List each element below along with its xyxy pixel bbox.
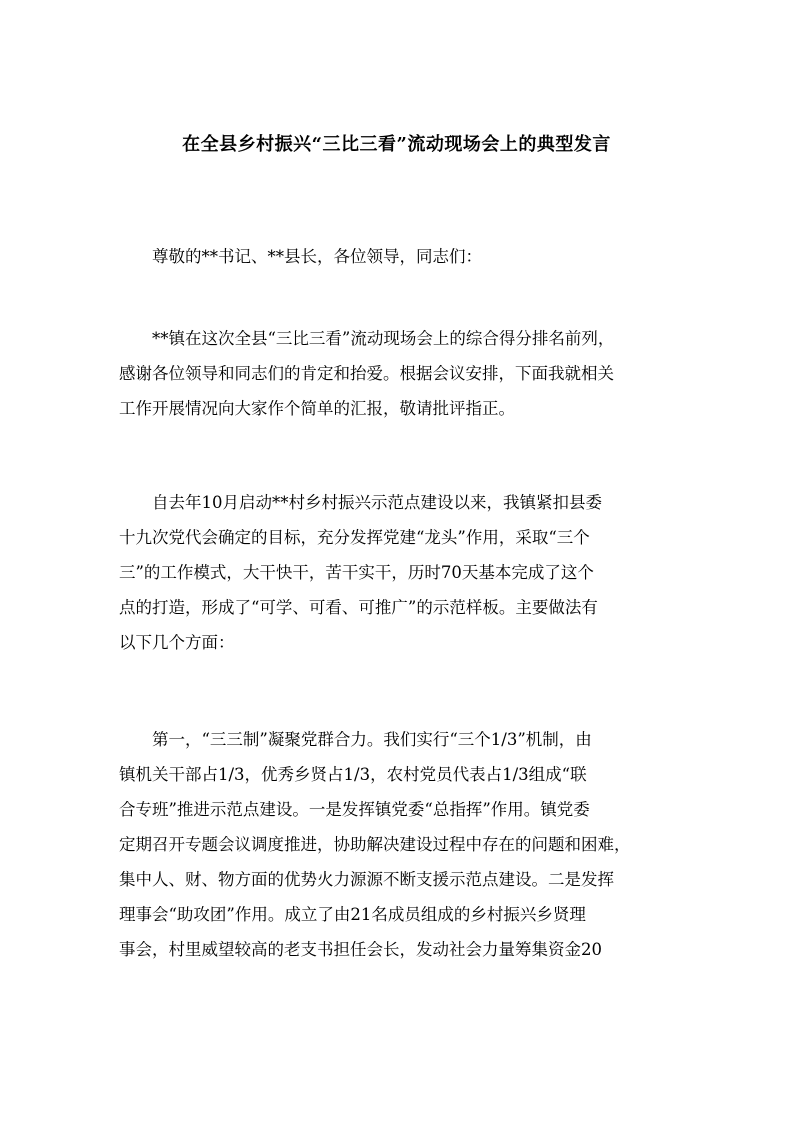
- paragraph-line: 镇机关干部占1/3，优秀乡贤占1/3，农村党员代表占1/3组成“联: [119, 765, 587, 784]
- paragraph-line: 合专班”推进示范点建设。一是发挥镇党委“总指挥”作用。镇党委: [119, 800, 590, 819]
- paragraph-line: 第一，“三三制”凝聚党群合力。我们实行“三个1/3”机制，由: [119, 730, 592, 749]
- paragraph-line: 感谢各位领导和同志们的肯定和抬爱。根据会议安排，下面我就相关: [119, 364, 614, 383]
- paragraph-overview: [119, 485, 675, 660]
- paragraph-line: 以下几个方面：: [119, 633, 235, 652]
- paragraph-introduction: [119, 321, 675, 426]
- paragraph-line: **镇在这次全县“三比三看”流动现场会上的综合得分排名前列，: [119, 329, 615, 348]
- paragraph-line: 自去年10月启动**村乡村振兴示范点建设以来，我镇紧扣县委: [119, 493, 602, 512]
- paragraph-first-point: [119, 722, 675, 967]
- document-title: 在全县乡村振兴“三比三看”流动现场会上的典型发言: [182, 134, 611, 155]
- paragraph-salutation: [119, 239, 675, 274]
- paragraph-line: 理事会“助攻团”作用。成立了由21名成员组成的乡村振兴乡贤理: [119, 905, 586, 924]
- paragraph-line: 点的打造，形成了“可学、可看、可推广”的示范样板。主要做法有: [119, 598, 598, 617]
- paragraph-line: 工作开展情况向大家作个简单的汇报，敬请批评指正。: [119, 399, 515, 418]
- paragraph-line: 三”的工作模式，大干快干，苦干实干，历时70天基本完成了这个: [119, 563, 594, 582]
- paragraph-line: 定期召开专题会议调度推进，协助解决建设过程中存在的问题和困难，: [119, 835, 631, 854]
- paragraph-line: 集中人、财、物方面的优势火力源源不断支援示范点建设。二是发挥: [119, 870, 614, 889]
- paragraph-line: 十九次党代会确定的目标，充分发挥党建“龙头”作用，采取“三个: [119, 528, 590, 547]
- paragraph-line: 事会，村里威望较高的老支书担任会长，发动社会力量筹集资金20: [119, 940, 602, 959]
- paragraph-line: 尊敬的**书记、**县长，各位领导，同志们：: [119, 247, 482, 266]
